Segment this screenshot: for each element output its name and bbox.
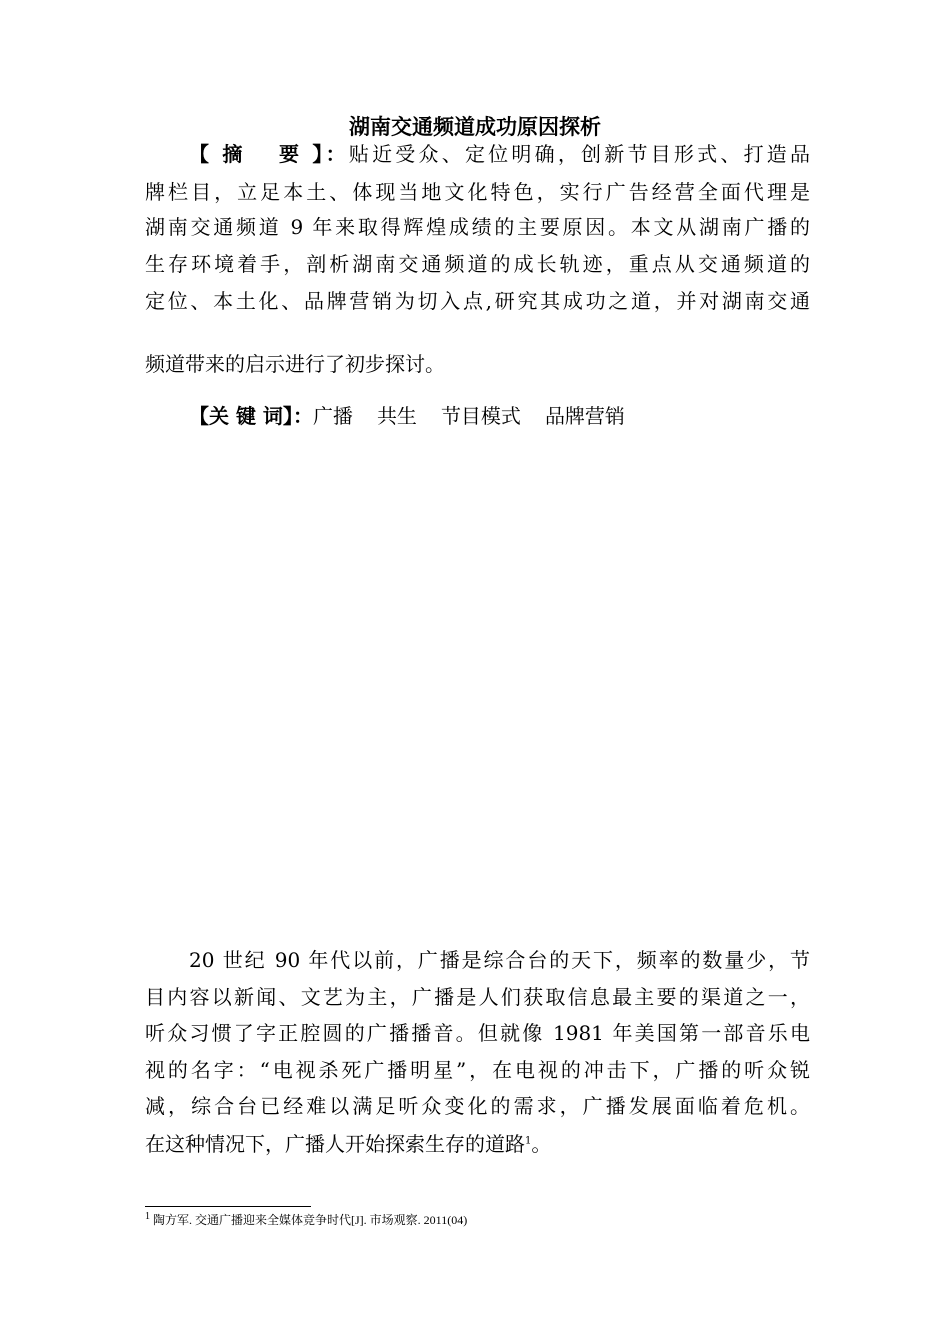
keywords-line [145, 402, 810, 430]
abstract-text: 贴近受众、定位明确，创新节目形式、打造品 [348, 142, 811, 166]
body-line: 听众习惯了字正腔圆的广播播音。但就像 1981 年美国第一部音乐电 [145, 1021, 810, 1045]
abstract-line [145, 140, 810, 168]
abstract-line: 湖南交通频道 9 年来取得辉煌成绩的主要原因。本文从湖南广播的 [145, 215, 810, 239]
footnote-reference[interactable]: 1 [525, 1135, 532, 1147]
document-title: 湖南交通频道成功原因探析 [349, 115, 601, 139]
abstract-label: 【 摘 要 】 [189, 142, 326, 166]
body-line [145, 1130, 810, 1158]
abstract-colon: ： [325, 142, 349, 166]
abstract-line: 生存环境着手，剖析湖南交通频道的成长轨迹，重点从交通频道的 [145, 252, 810, 276]
abstract-line: 定位、本土化、品牌营销为切入点,研究其成功之道，并对湖南交通 [145, 289, 810, 313]
body-end-punct: 。 [531, 1132, 552, 1156]
abstract-line: 牌栏目，立足本土、体现当地文化特色，实行广告经营全面代理是 [145, 180, 810, 204]
footnote-number: 1 [145, 1211, 150, 1222]
keyword: 品牌营销 [544, 404, 625, 428]
keywords-label: 【关 键 词】 [189, 404, 293, 428]
footnote-text: 陶方军. 交通广播迎来全媒体竞争时代[J]. 市场观察. 2011(04) [150, 1213, 468, 1227]
body-line: 视的名字：“电视杀死广播明星”，在电视的冲击下，广播的听众锐 [145, 1058, 810, 1082]
body-line: 目内容以新闻、文艺为主，广播是人们获取信息最主要的渠道之一， [145, 985, 810, 1009]
footnote [145, 1212, 467, 1228]
body-line: 减，综合台已经难以满足听众变化的需求，广播发展面临着危机。 [145, 1094, 810, 1118]
keyword: 广播 [312, 404, 353, 428]
keyword: 节目模式 [440, 404, 521, 428]
body-line: 20 世纪 90 年代以前，广播是综合台的天下，频率的数量少，节 [189, 948, 810, 972]
keyword: 共生 [376, 404, 417, 428]
footnote-separator [145, 1206, 311, 1207]
body-text: 在这种情况下，广播人开始探索生存的道路 [145, 1132, 525, 1156]
keywords-colon: ： [292, 404, 313, 428]
abstract-line: 频道带来的启示进行了初步探讨。 [145, 352, 445, 376]
